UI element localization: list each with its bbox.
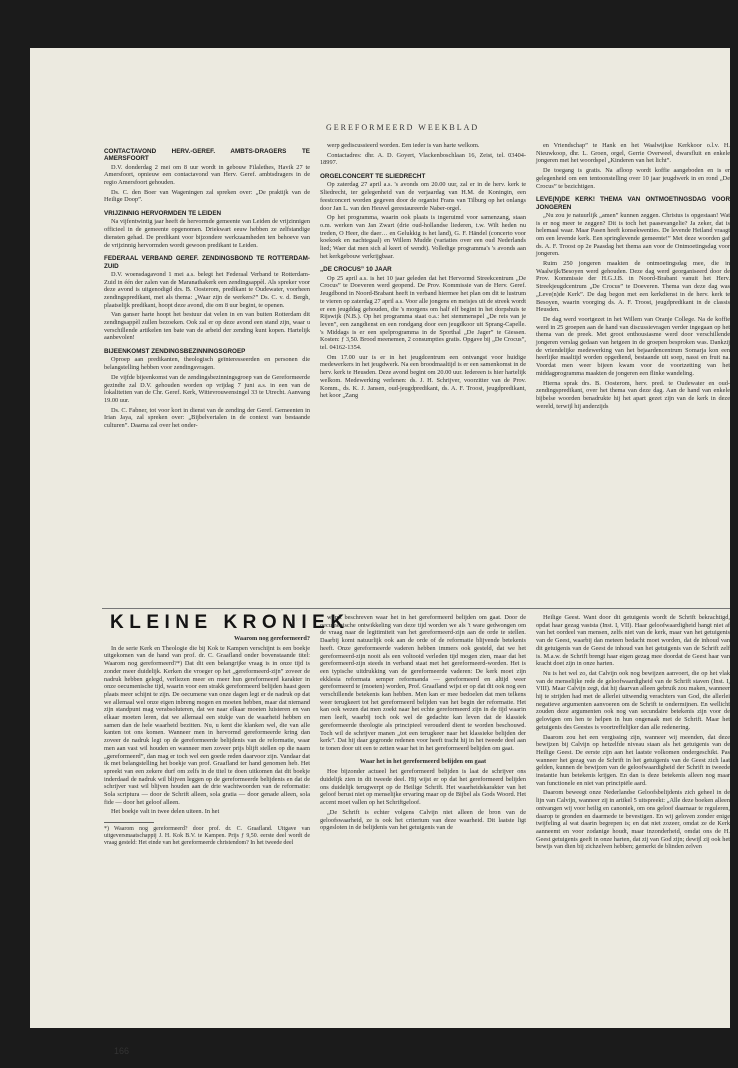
- kroniek-paragraph: Heilige Geest. Want door dit getuigenis wordt de Schrift bekrachtigd, opdat haar gezag vaststa (Inst. I, VII). Haar geloofwaardigheid hangt niet af van het oordeel van mensen, zelfs niet van de kerk, maar van het getuigenis van de Geest, waarbij dan meteen bedacht moet worden, dat de inhoud van dit getuigenis van de Geest de inhoud van het getuigenis van de Schrift zelf is. M.a.w. de Schrift brengt haar eigen gezag mee doordat de Geest haar van kracht doet zijn in onze harten.: [536, 614, 730, 668]
- kroniek-paragraph: Nu is het wel zo, dat Calvijn ook nog bewijzen aanvoert, die op het vlak van de menselijke rede de geloofwaardigheid van de Schrift staven (Inst. I, VIII). Maar Calvijn zegt, dat hij daarvan alleen gebruik zou maken, wanneer hij te strijden had met de allerlei uitwendig verachters van God, die allerlei negatieve argumenten aanvoeren om de Schrift te ondermijnen. En wellicht zouden deze argumenten ook nog van secundaire betekenis zijn voor de gelovigen om hen te helpen in hun ongenaak met de Schrift. Maar het getuigenis des Geestes is voortreffelijker dan alle redenering.: [536, 669, 730, 731]
- article-paragraph: Op het programma, waarin ook plaats is ingeruimd voor samenzang, staan o.m. werken van Jan Zwart (drie oud-hollandse liederen, t.w. Wilt heden nu treden, O Heer, die daer… en Gelukkig is het land), G. F. Händel (concerto voor koekoek en nachtegaal) en Willem Mudde (variaties over een oud Nederlands lied; Waer dat men sich al keert of wendt). Volledige programma's 's avonds aan het kerkgebouw verkrijgbaar.: [320, 214, 526, 260]
- kroniek-column-1: [104, 634, 310, 1042]
- article-heading: „DE CROCUS” 10 JAAR: [320, 266, 392, 274]
- page-number: 166: [114, 1046, 130, 1056]
- news-column-1: [104, 142, 310, 604]
- footnote-divider: [104, 822, 154, 823]
- kroniek-column-3: [536, 614, 730, 1042]
- article-paragraph: Ruim 250 jongeren maakten de ontmoetingsdag mee, die in Waalwijk/Besoyen werd gehouden. Deze dag werd georganiseerd door de Prov. Kommissie der H.G.J.B. in Noord-Brabant vanuit het Herv. Streekjeugdcentrum „De Crocus” te Doeveren. Thema van deze dag was „Leve(n)de Kerk”. De dag begon met een kerkdienst in de herv. kerk te Besoyen, waarin voorging ds. A. F. Troost, jeugdpredikant in de classis Heusden.: [536, 260, 730, 314]
- kroniek-paragraph: In de serie Kerk en Theologie die bij Kok te Kampen verschijnt is een boekje uitgekomen van de hand van prof. dr. C. Graafland onder bovenstaande titel: Waarom nog gereformeerd?*) Dat dit een belangrijke vraag is in onze tijd is zonder meer duidelijk. Kerken die vroeger op het „gereformeerd-zijn” zoveer de nadruk hebben gelegd, verliezen meer en meer hun gereformeerd karakter in onze oecumenische tijd, waarin voor een strakk gereformeerd belijden haast geen plaats meer schijnt te zijn. De oecumene van onze dagen legt er de nadruk op dat we allemaal wel onze eigen inbreng mogen en moeten hebben, maar dat niemand zijn standpunt mag verabsoluteren, dat we naar elkaar moeten luisteren en van elkaar moeten leren, dat we allemaal een stukje van de waarheid hebben en samen dan de hele waarheid bezitten. Nu, u kent die klanken wel, die van alle kanten tot ons komen. Wanneer men in hervormd gereformeerde kring dan zoveer de nadruk legt op de gereformeerde belijdenis van de reformatie, waar men aan vast wil houden en wanneer men zoveer prijs blijft stellen op die naam „gereformeerd”, dan mag er toch wel een goede reden daarvoor zijn. Vandaar dat ik met belangstelling het boekje van prof. Graafland ter hand genomen heb. Het spreekt van een zekere durf om zelfs in de titel te doen uitkomen dat dit boekje inderdaad de nadruk wil blijven leggen op de gereformeerde belijdenis en dat de schrijver vast wil blijven houden aan de drie wachtwoorden van de reformatie: Sola scriptura — door de Schrift alleen, sola gratia — door genade alleen, sola fide — door het geloof alleen.: [104, 644, 310, 806]
- article-paragraph: en Vriendschap” te Hank en het Waalwijkse Kerkkoor o.l.v. H. Nieuwkoop, dhr. L. Groen, orgel, Gerrie Overweel, dwarsfluit en enkele jongeren met het woordspel „Kinderen van het licht”.: [536, 142, 730, 165]
- article-paragraph: De toegang is gratis. Na afloop wordt koffie aangeboden en is er gelegenheid om een tentoonstelling over 10 jaar jeugdwerk in en rond „De Crocus” te bezichtigen.: [536, 167, 730, 190]
- news-column-2: [320, 142, 526, 604]
- kleine-kroniek-title: KLEINE KRONIEK: [110, 612, 350, 633]
- article-paragraph: D.V. donderdag 2 mei om 8 uur wordt in gebouw Filalethes, Havik 27 te Amersfoort, opnieuw een contactavond van Herv. Geref. ambtsdragers in de regio Amersfoort gehouden.: [104, 163, 310, 186]
- kroniek-column-2: [320, 614, 526, 1042]
- article-heading: FEDERAAL VERBAND GEREF. ZENDINGSBOND TE ROTTERDAM-ZUID: [104, 255, 310, 270]
- article-paragraph: Op zaterdag 27 april a.s. 's avonds om 20.00 uur, zal er in de herv. kerk te Sliedrecht, ter gelegenheid van de verjaardag van H.M. de Koningin, een feestconcert worden gegeven door de organist Frans van Tilburg op het onlangs door Jan L. van den Heuvel gerestaureerde Naber-orgel.: [320, 181, 526, 212]
- news-column-3: [536, 142, 730, 604]
- kroniek-paragraph: Daarom beweegt onze Nederlandse Geloofsbelijdenis zich geheel in de lijn van Calvijn, wanneer zij in artikel 5 uitspreekt: „Alle deze boeken alleen ontvangen wij voor heilig en canoniek, om ons geloof daarnaar te reguleren, daarop te gronden en daarmede te bevestigen. En wij geloven zonder enige twijfeling al wat daarin begrepen is; en dat niet zozeer, omdat ze de Kerk aanneemt en voor zodanige houdt, maar inzonderheid, omdat ons de H. Geest getuigenis geeft in onze harten, dat zij van God zijn; dewijl zij ook het bewijs van dien bij zichzelven hebben; gemerkt de blinden zelven: [536, 789, 730, 851]
- article-paragraph: „Nu zou je natuurlijk „amen” kunnen zeggen. Christus is opgestaan! Wat is er nog meer te zeggen? Dit is toch het paasevangelie? Ja zeker, dat is helemaal waar. Maar Pasen heeft konsekwenties. De levende Heiland vraagt om een levende kerk. Een springlevende gemeente!” Met deze woorden gaf ds. A. F. Troost op 2e Paasdag het thema aan voor de Ontmoetingsdag voor jongeren.: [536, 211, 730, 258]
- magazine-page: [30, 48, 730, 1056]
- kroniek-paragraph: Hoe bijzonder actueel het gereformeerd belijden is laat de schrijver ons duidelijk zien in dit tweede deel. Hij wijst er op dat het gereformeerd belijden ons duidelijk terugwerpt op de Heilige Schrift. Het waarheidskarakter van het geloof berust niet op menselijke ervaring maar op de Bijbel als Gods Woord. Het accent moet vallen op het Schriftgeloof.: [320, 768, 526, 807]
- kroniek-paragraph: „De Schrift is echter volgens Calvijn niet alleen de bron van de geloofswaarheid, ze is ook het criterium van deze waarheid. Dit laatste ligt opgesloten in de belijdenis van het getuigenis van de: [320, 808, 526, 832]
- article-heading: CONTACTAVOND HERV.-GEREF. AMBTS-DRAGERS TE AMERSFOORT: [104, 148, 310, 163]
- kroniek-paragraph: Het boekje valt in twee delen uiteen. In het: [111, 808, 220, 816]
- footnote-text: *) Waarom nog gereformeerd? door prof. dr. C. Graafland. Uitgave van uitgeversmaatschappij J. H. Kok B.V. te Kampen. Prijs ƒ 9,50. eerste deel wordt de vraag gesteld: Het einde van het gereformeerde christendom? In het tweede deel: [104, 826, 310, 847]
- article-paragraph: Om 17.00 uur is er in het jeugdcentrum een ontvangst voor huidige medewerkers in het jeugdwerk. Na een broodmaaltijd is er een samenkomst in de herv. kerk te Heusden. Deze avond begint om 20.00 uur. Iedereen is hier hartelijk welkom. Medewerking verlenen: ds. J. H. Schrijver, voorzitter van de Prov. Komm., ds. K. J. Jansen, oud-jeugdpredikant, ds. A. F. Troost, jeugdpredikant, het koor „Zang: [320, 353, 526, 400]
- article-paragraph: Oproep aan predikanten, theologisch geïnteresseerden en personen die belangstelling hebben voor zendingsvragen.: [104, 356, 310, 372]
- kroniek-paragraph: Daarom zou het een vergissing zijn, wanneer wij meenden, dat deze bewijzen bij Calvijn op hetzelfde niveau staan als het getuigenis van de Heilige Geest. De eerste zijn aan het laatste volkomen ondergeschikt. Pas wanneer het gezag van de Schrift in het getuigenis van de Geest zich laat gelden, kunnen de bewijzen van de geloofwaardigheid der Schrift in tweede instantie hun betekenis krijgen. En dan is deze betekenis alleen nog maar van functionele en niet van principiële aard.: [536, 733, 730, 787]
- article-paragraph: Van ganser harte hoopt het bestuur dat velen in en van buiten Rotterdam dit zendingsappèl zullen bezoeken. Ook zal er op deze avond een stand zijn, waar u verschillende artikelen ten bate van de arbeid der zending kunt kopen. Hartelijk aanbevolen!: [104, 311, 310, 342]
- article-heading: BIJEENKOMST ZENDINGSBEZINNINGSGROEP: [104, 348, 246, 356]
- article-heading: VRIJZINNIG HERVORMDEN TE LEIDEN: [104, 210, 222, 218]
- article-paragraph: Hierna sprak drs. B. Oosterom, herv. pred. te Oudewater en oud-zendingspredikant, over het thema van deze dag. Aan de hand van enkele bijbelse woorden benadrukte hij het apart gezet zijn van de kerk in deze wereld, terwijl hij anderzijds: [536, 379, 730, 410]
- article-paragraph: Op 25 april a.s. is het 10 jaar geleden dat het Hervormd Streekcentrum „De Crocus” te Doeveren werd geopend. De Prov. Kommissie van de Herv. Geref. Jeugdbond in Noord-Brabant heeft in verband hiermee het plan om dit te lustrum te vieren op zaterdag 27 april a.s. Voor alle jongens en meisjes uit de streek wordt er een jeugddag gehouden, die 's morgens om half elf begint in het dorpshuis te Rijswijk (N.B.). Op het programma staat o.a.: het stemmenspel „De reis van je leven”, een zangdienst en een rondgang door een jeugdkoor uit Sprang-Capelle. 's Middags is er een spelprogramma in de Sporthal „De Jager” te Giessen. Kosten: ƒ 3,50. Brood meenemen, 2 consumpties gratis. Opgave bij „De Crocus”, tel. 04162-1354.: [320, 274, 527, 352]
- kroniek-paragraph: wordt beschreven waar het in het gereformeerd belijden om gaat. Door de oecumenische ontwikkeling van deze tijd worden we als 't ware gedwongen om de vraag naar de legitimiteit van het gereformeerd-zijn aan de orde te stellen. Daarbij komt natuurlijk ook aan de orde of de reformatie blijvende betekenis heeft. Onze gereformeerde vaderen hebben immers ook gesteld, dat we het gereformeerd-zijn nooit als een voltooid verleden tijd mogen zien, maar dat het gereformeerd-zijn steeds in verband staat met het gereformeerd-worden. Het is een typische uitdrukking van de gereformeerde vaderen: De kerk moet zijn ekklesia reformata semper reformanda — gereformeerd en altijd weer gereformeerd te (moeten) worden, Prof. Graafland wijst er op dat dit ook nog een verschillende betekenis kan hebben. Men kan er mee bedoelen dat men telkens weer terugkeert tot het gereformeerd belijden van het begin der reformatie. Het kan ook wezen dat men zoekt naar het echte gereformeerd zijn in de tijd waarin men leeft, waarbij toch ook wel de gedachte kan leven dat de klassiek gereformeerde theologie als principieel verouderd dient te worden beschouwd. Toch wil de schrijver manen „tot een terugkeer naar het klassieke belijden der kerk”. Dat hij daar gegronde redenen voor heeft tracht hij in het tweede deel aan te tonen door uit een te zetten waar het in het gereformeerd belijden om gaat.: [320, 614, 526, 752]
- section-divider: [102, 608, 730, 609]
- kroniek-subheading: Waar het in het gereformeerd belijden om gaat: [359, 757, 487, 765]
- kroniek-subheading: Waarom nog gereformeerd?: [233, 635, 310, 642]
- article-paragraph: werp gediscussieerd worden. Een ieder is van harte welkom.: [327, 142, 480, 149]
- article-paragraph: D.V. woensdagavond 1 mei a.s. belegt het Federaal Verband te Rotterdam-Zuid in één der zalen van de Maranathakerk een zendingsappèl. Als spreker voor deze avond is uitgenodigd drs. B. Oosterom, predikant te Oudewater, voorheen zendingspredikant, met als thema: „Waar zijn de werkers?” Ds. C. v. d. Bergh, plaatselijk predikant, hoopt deze avond, die om 8 uur begint, te openen.: [104, 270, 310, 309]
- article-paragraph: Na vijfentwintig jaar heeft de hervormde gemeente van Leiden de vrijzinnigen officieel in de gemeente opgenomen. Driekwart eeuw hebben ze zelfstandige diensten gehad. De predikant voor bijzondere werkzaamheden ten behoeve van de vrijzinnig hervormden wordt gewoon predikant te Leiden.: [104, 218, 310, 249]
- article-paragraph: Ds. C. Fabner, tot voor kort in dienst van de zending der Geref. Gemeenten in Irian Jaya, zal spreken over: „Bijbelvertalen in de context van bestaande culturen”. Daarna zal over het onder-: [104, 406, 310, 430]
- article-heading: LEVE(N)DE KERK! THEMA VAN ONTMOETINGSDAG VOOR JONGEREN: [536, 196, 730, 211]
- article-paragraph: Ds. C. den Boer van Wageningen zal spreken over: „De praktijk van de Heilige Doop”.: [104, 188, 310, 204]
- running-head: GEREFORMEERD WEEKBLAD: [326, 123, 480, 132]
- article-paragraph: De dag werd voortgezet in het Willem van Oranje College. Na de koffie werd in 25 groepen aan de hand van discussievragen verder ingegaan op het thema van de preek. Met groot enthousiasme werd door verschillende jongeren verslag gedaan van hetgeen in de groepen besproken was. Dankzij de vriendelijke medewerking van het bejaardencentrum Somarja kon een heerlijke maaltijd worden opgediend, bestaande uit soep, nassi en fruit na. Voordat men weer bijeen kwam voor de voortzetting van het middagprogramma maakten de jongeren een flinke wandeling.: [536, 315, 730, 377]
- article-heading: ORGELCONCERT TE SLIEDRECHT: [320, 173, 426, 181]
- article-paragraph: De vijfde bijeenkomst van de zendingsbezinningsgroep van de Gereformeerde gezindte zal D.V. gehouden worden op vrijdag 7 juni a.s. in een van de lokaliteiten van de Chr. Geref. Kerk, Wittevrouwensingel 33 te Utrecht. Aanvang 19.00 uur.: [104, 373, 310, 404]
- article-paragraph: Contactadres: dhr. A. D. Goyert, Vlackenboschlaan 16, Zeist, tel. 03404-18997.: [320, 151, 526, 167]
